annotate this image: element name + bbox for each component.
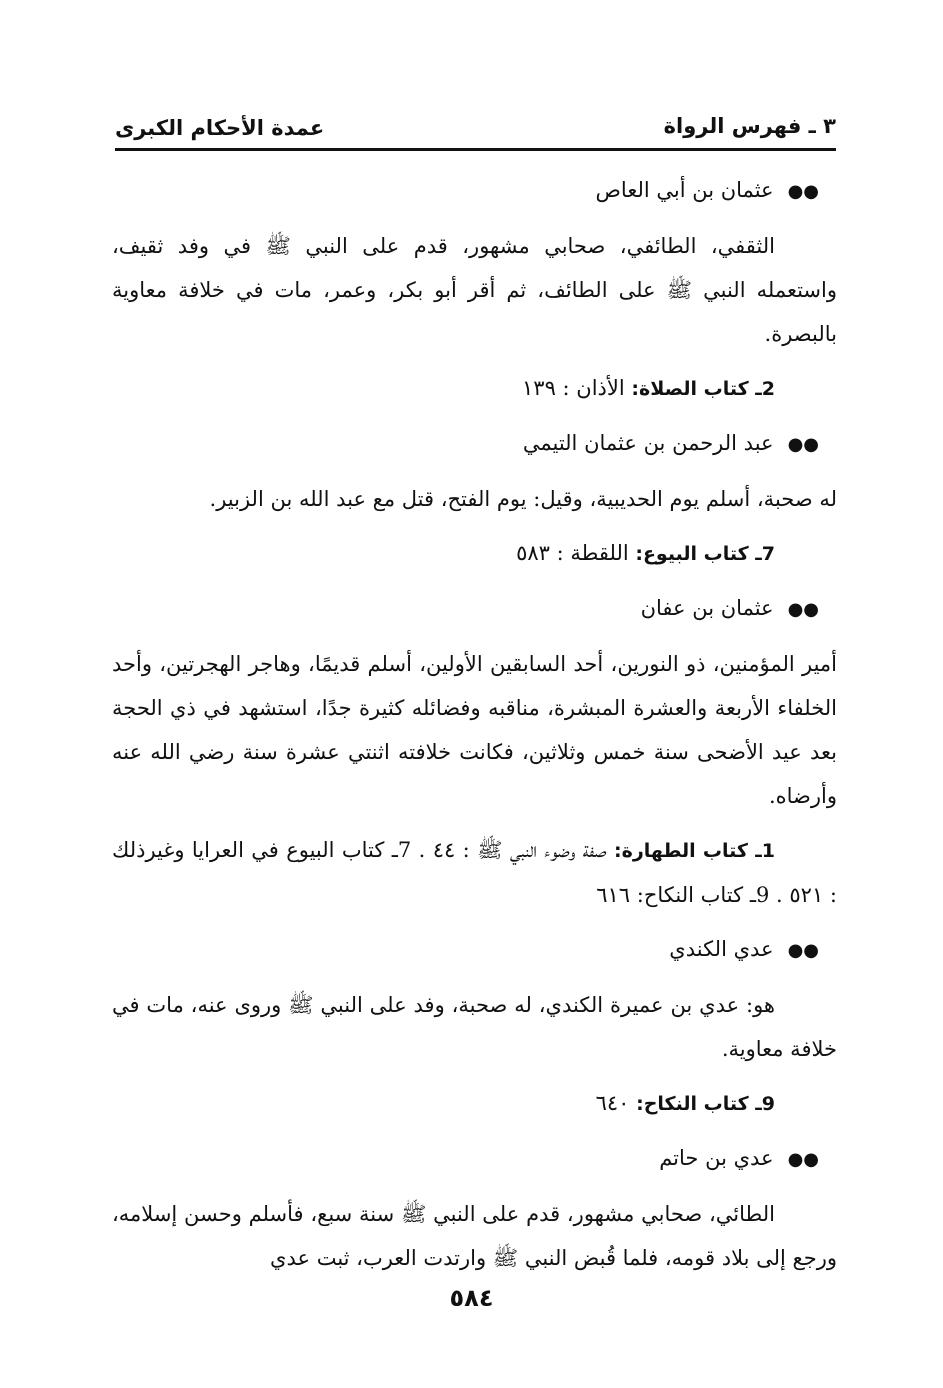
narrator-name: ●●عثمان بن عفان [640,596,819,620]
bullet-icon: ●● [787,599,819,620]
chapter-reference: صفة وضوء النبي ﷺ : ٤٤ . 7ـ كتاب البيوع في العرايا وغيرذلك : ٥٢١ . 9ـ كتاب النكاح: ٦١٦ [112,838,837,907]
book-title: عمدة الأحكام الكبرى [115,116,325,140]
book-reference: 2ـ كتاب الصلاة: [631,378,775,400]
bullet-icon: ●● [787,181,819,202]
narrator-references [112,366,837,411]
narrator-bio: الطائي، صحابي مشهور، قدم على النبي ﷺ سنة سبع، فأسلم وحسن إسلامه، ورجع إلى بلاد قومه، فلما قُبض النبي ﷺ وارتدت العرب، ثبت عدي [112,1202,837,1270]
bullet-icon: ●● [787,940,819,961]
book-reference: 9ـ كتاب النكاح: [636,1093,775,1115]
narrator-references [112,1081,837,1126]
book-reference: 7ـ كتاب البيوع: [635,543,775,565]
running-header [115,112,836,151]
narrators-index [112,168,837,1290]
chapter-reference: اللقطة : ٥٨٣ [516,541,636,565]
chapter-reference: الأذان : ١٣٩ [522,376,632,400]
narrator-name: ●●عدي بن حاتم [659,1146,819,1170]
narrator-bio: له صحبة، أسلم يوم الحديبية، وقيل: يوم الفتح، قتل مع عبد الله بن الزبير. [209,487,837,511]
section-title: ٣ ـ فهرس الرواة [663,114,836,138]
page-number: ٥٨٤ [449,1284,494,1312]
book-reference: 1ـ كتاب الطهارة: [614,840,776,862]
bullet-icon: ●● [787,434,819,455]
narrator-name: ●●عثمان بن أبي العاص [595,178,819,202]
bullet-icon: ●● [787,1149,819,1170]
narrator-name: ●●عدي الكندي [669,937,819,961]
narrator-references [112,828,837,917]
narrator-bio: أمير المؤمنين، ذو النورين، أحد السابقين الأولين، أسلم قديمًا، وهاجر الهجرتين، وأحد الخلفاء الأربعة والعشرة المبشرة، مناقبه وفضائله كثيرة جدًا، استشهد في ذي الحجة بعد عيد الأضحى سنة خمس وثلاثين، فكانت خلافته اثنتي عشرة سنة رضي الله عنه وأرضاه. [112,652,837,808]
chapter-reference: ٦٤٠ [595,1091,637,1115]
narrator-bio: هو: عدي بن عميرة الكندي، له صحبة، وفد على النبي ﷺ وروى عنه، مات في خلافة معاوية. [112,993,837,1061]
narrator-references [112,531,837,576]
narrator-name: ●●عبد الرحمن بن عثمان التيمي [522,431,819,455]
narrator-bio: الثقفي، الطائفي، صحابي مشهور، قدم على النبي ﷺ في وفد ثقيف، واستعمله النبي ﷺ على الطائف، ثم أقر أبو بكر، وعمر، مات في خلافة معاوية بالبصرة. [112,234,837,346]
